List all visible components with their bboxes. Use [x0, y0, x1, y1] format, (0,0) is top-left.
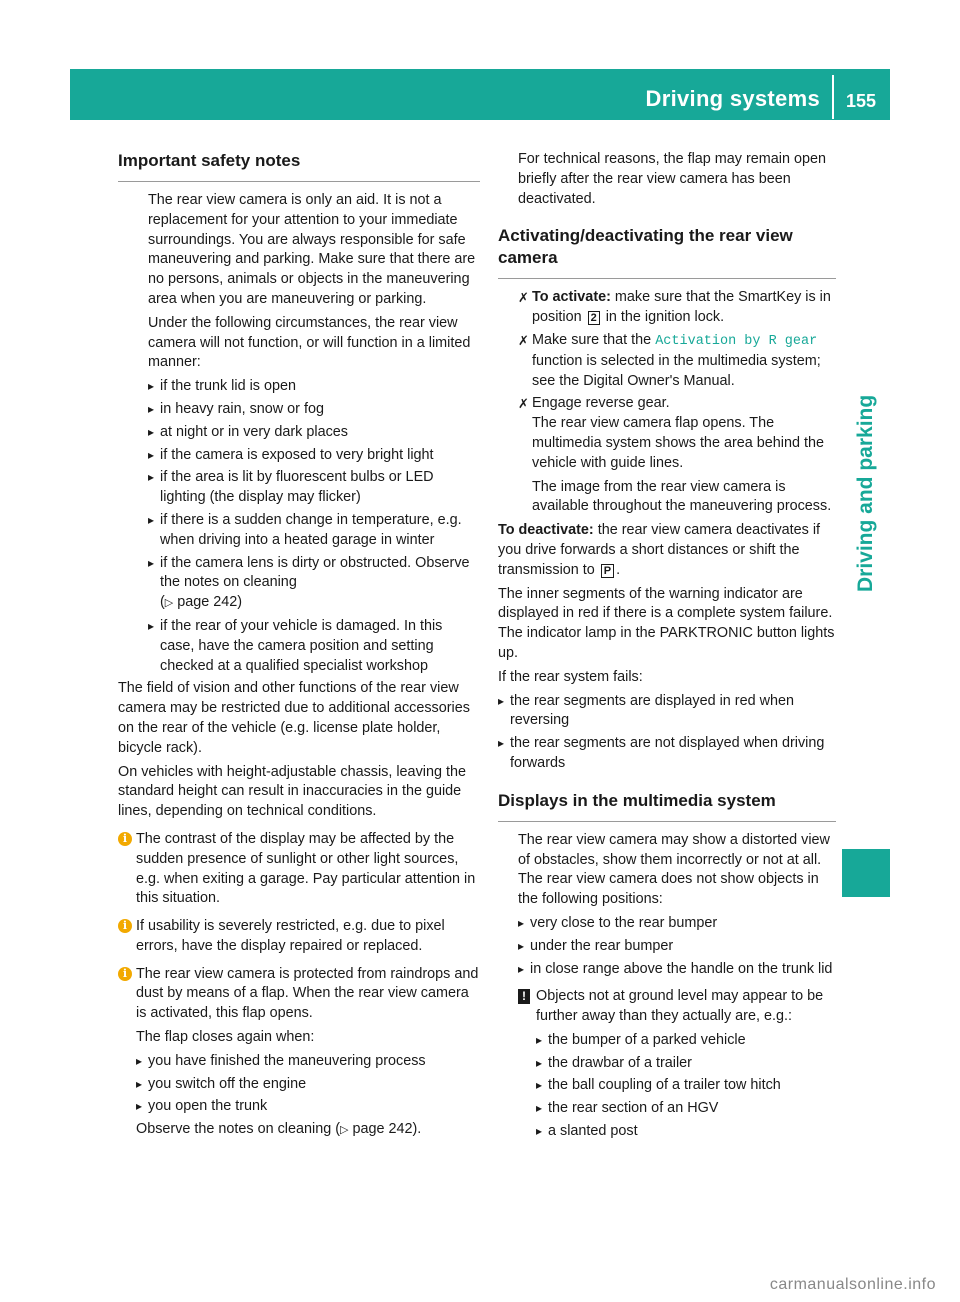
info-text: The rear view camera is protected from raindrops and dust by means of a flap. When the rear view camera is activated, this flap opens.	[136, 965, 479, 1022]
page-reference[interactable]: page 242).	[352, 1121, 422, 1138]
page-ref-arrow-icon: ▷	[164, 597, 174, 610]
header-bar	[70, 69, 890, 120]
deactivate-text: the rear view camera deactivates if you drive forwards a short distances or shift the transmission to	[498, 522, 821, 578]
step-text: Make sure that the	[532, 331, 656, 348]
paragraph: The image from the rear view camera is available throughout the maneuvering process.	[532, 478, 832, 515]
step-arrow-icon: ✗	[518, 396, 529, 412]
list-item: ▸ the drawbar of a trailer	[536, 1054, 836, 1074]
list-item: ▸ in close range above the handle on the trunk lid	[518, 960, 836, 980]
warning-icon: !	[518, 989, 530, 1004]
step-item	[518, 394, 836, 517]
list-item: ▸ if the rear of your vehicle is damaged. In this case, have the camera position and setting checked at a qualified specialist workshop	[148, 617, 480, 676]
info-icon: i	[118, 919, 132, 933]
list-item: ▸ the ball coupling of a trailer tow hitch	[536, 1076, 836, 1096]
page-ref-arrow-icon: ▷	[340, 1124, 349, 1137]
list-item: ▸ if the area is lit by fluorescent bulbs or LED lighting (the display may flicker)	[148, 468, 480, 508]
step-arrow-icon: ✗	[518, 290, 529, 306]
paragraph: The field of vision and other functions of the rear view camera may be restricted due to additional accessories on the rear of the vehicle (e.g. license plate holder, bicycle rack).	[118, 680, 470, 756]
list-item: ▸ the rear section of an HGV	[536, 1099, 836, 1119]
list-item: ▸ if the camera is exposed to very bright light	[148, 446, 480, 466]
step-arrow-icon: ✗	[518, 332, 529, 348]
list-item: ▸ very close to the rear bumper	[518, 914, 836, 934]
info-note	[118, 965, 480, 1141]
list-item: ▸ if there is a sudden change in temperature, e.g. when driving into a heated garage in winter	[148, 511, 480, 551]
heading-safety-notes: Important safety notes	[118, 150, 480, 182]
safety-body	[118, 191, 480, 676]
step-text: make sure that the SmartKey is in position	[532, 289, 831, 326]
right-column	[498, 150, 836, 1148]
list-item: ▸ under the rear bumper	[518, 937, 836, 957]
info-icon: i	[118, 832, 132, 846]
list-item: ▸ a slanted post	[536, 1122, 836, 1142]
section-title: Driving systems	[645, 86, 820, 111]
list-item: ▸ the rear segments are not displayed when driving forwards	[498, 734, 836, 774]
info-note	[118, 917, 480, 957]
info-text: If usability is severely restricted, e.g. due to pixel errors, have the display repaired or replaced.	[136, 918, 445, 954]
step-label: To activate:	[532, 289, 611, 306]
page-reference[interactable]: page 242)	[177, 594, 243, 611]
warning-note	[518, 987, 836, 1142]
paragraph: Under the following circumstances, the rear view camera will not function, or will function in a limited manner:	[148, 314, 471, 371]
page-number: 155	[845, 91, 876, 111]
chapter-marker-block	[842, 849, 890, 897]
ignition-position-symbol: 2	[588, 311, 600, 325]
paragraph: The flap closes again when:	[136, 1029, 315, 1046]
list-item: ▸ you open the trunk	[136, 1097, 480, 1117]
step-item	[518, 331, 836, 391]
header-divider	[832, 75, 834, 119]
park-position-symbol: P	[601, 564, 614, 578]
displays-body	[498, 831, 836, 1142]
list-item: ▸ if the camera lens is dirty or obstructed. Observe the notes on cleaning (▷ page 242)	[148, 554, 480, 614]
list-item-text: if the camera lens is dirty or obstructed. Observe the notes on cleaning	[160, 554, 470, 591]
heading-activating: Activating/deactivating the rear view camera	[498, 225, 836, 279]
info-note	[118, 830, 480, 909]
chapter-label: Driving and parking	[854, 394, 877, 592]
paragraph: If the rear system fails:	[498, 668, 643, 685]
activation-steps	[498, 288, 836, 517]
step-text: Engage reverse gear.	[532, 395, 670, 412]
chapter-side-tab	[842, 300, 890, 600]
list-item: ▸ in heavy rain, snow or fog	[148, 400, 480, 420]
warning-text: Objects not at ground level may appear to be further away than they actually are, e.g.:	[536, 988, 824, 1025]
paragraph: The inner segments of the warning indicator are displayed in red if there is a complete system failure. The indicator lamp in the PARKTRONIC button lights up.	[498, 585, 835, 661]
paragraph	[136, 1120, 480, 1141]
info-icon: i	[118, 967, 132, 981]
deactivate-text: .	[616, 561, 621, 578]
step-text: in the ignition lock.	[601, 309, 725, 326]
step-text: The rear view camera flap opens. The multimedia system shows the area behind the vehicle with guide lines.	[532, 415, 824, 471]
info-text: The contrast of the display may be affected by the sudden presence of sunlight or other light sources, e.g. when exiting a garage. Pay particular attention in this situation.	[136, 830, 476, 907]
paragraph: For technical reasons, the flap may remain open briefly after the rear view camera has been deactivated.	[518, 151, 826, 207]
deactivate-label: To deactivate:	[498, 522, 594, 539]
list-item: ▸ if the trunk lid is open	[148, 377, 480, 397]
left-column	[118, 150, 480, 1147]
heading-displays: Displays in the multimedia system	[498, 790, 836, 822]
list-item: ▸ the bumper of a parked vehicle	[536, 1031, 836, 1051]
left-body-continued	[118, 679, 480, 1141]
list-item: ▸ the rear segments are displayed in red when reversing	[498, 692, 836, 732]
step-text: function is selected in the multimedia system; see the Digital Owner's Manual.	[532, 352, 821, 389]
observe-text: Observe the notes on cleaning (	[136, 1121, 340, 1138]
menu-function-name: Activation by R gear	[655, 333, 818, 349]
paragraph: On vehicles with height-adjustable chassis, leaving the standard height can result in inaccuracies in the guide lines, depending on technical conditions.	[118, 763, 466, 820]
paragraph: The rear view camera is only an aid. It is not a replacement for your attention to your immediate surroundings. You are always responsible for safe maneuvering and parking. Make sure that there are no persons, animals or objects in the maneuvering area when you are maneuvering or parking.	[148, 192, 476, 307]
paragraph	[498, 521, 836, 580]
watermark: carmanualsonline.info	[769, 1276, 936, 1293]
list-item: ▸ you have finished the maneuvering process	[136, 1052, 480, 1072]
step-item	[518, 288, 836, 328]
paragraph: The rear view camera may show a distorted view of obstacles, show them incorrectly or not at all. The rear view camera does not show objects in the following positions:	[518, 831, 830, 908]
list-item: ▸ at night or in very dark places	[148, 423, 480, 443]
list-item: ▸ you switch off the engine	[136, 1075, 480, 1095]
